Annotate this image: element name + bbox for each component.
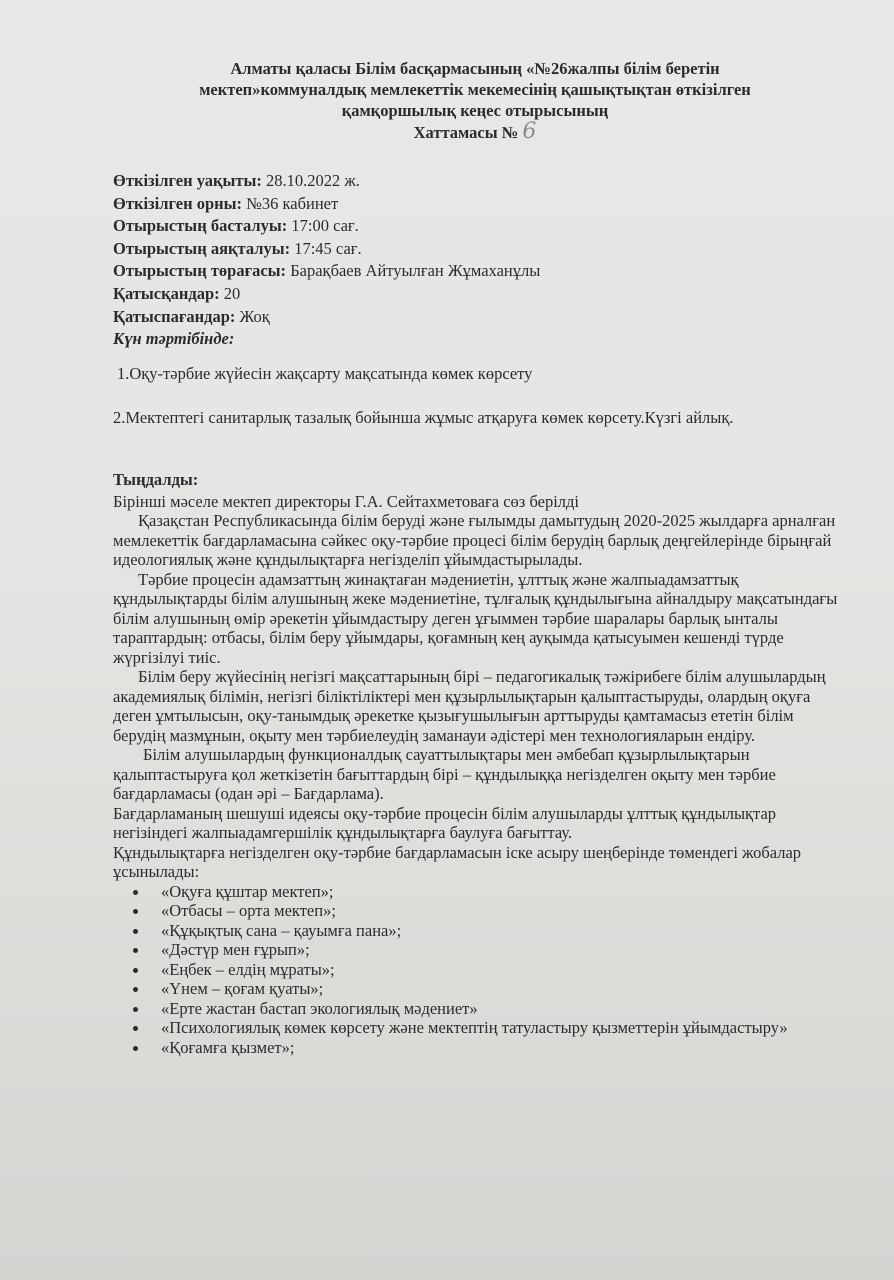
detail-present: Қатысқандар: 20 xyxy=(113,283,241,303)
paragraph-5: Бағдарламаның шешуші идеясы оқу-тәрбие процесін білім алушыларды ұлттық құндылықтар негізіндегі жалпыадамгершілік құндылықтарға баулуға бағыттау. xyxy=(113,803,777,842)
first-issue: Бірінші мәселе мектеп директоры Г.А. Сейтахметоваға сөз берілді xyxy=(113,491,579,511)
paragraph-3: Білім беру жүйесінің негізгі мақсаттарының бірі – педагогикалық тәжірибеге білім алушылардың академиялық білімін, негізгі біліктіліктері мен құзырлылықтарын қалыптастыруды, олардың оқуға деген ұмтылысын, оқу-танымдық әрекетке қызығушылығын арттыруды қамтамасыз ететін білім берудің мазмұнын, оқыту мен тәрбиелеудің заманауи әдістері мен технологияларын ендіру. xyxy=(113,667,826,745)
projects-list xyxy=(113,882,848,1058)
paragraph-2: Тәрбие процесін адамзаттың жинақтаған мәдениетін, ұлттық және жалпыадамзаттық құндылықтарды білім алушының жеке мәдениетіне, тұлғалық құндылығына айналдыру мақсатындағы білім алушының өмір әрекетін ұйымдастыру деген ұғыммен тәрбие шаралары барлық ынталы тараптардың: отбасы, білім беру ұйымдары, қоғамның кең ауқымда қатысуымен кешенді түрде жүргізілуі тиіс. xyxy=(113,569,838,667)
detail-end: Отырыстың аяқталуы: 17:45 сағ. xyxy=(113,238,362,258)
list-item: «Оқуға құштар мектеп»; xyxy=(113,882,848,902)
detail-date: Өткізілген уақыты: 28.10.2022 ж. xyxy=(113,171,360,190)
list-item: «Ерте жастан бастап экологиялық мәдениет» xyxy=(113,999,848,1019)
list-item: «Психологиялық көмек көрсету және мектептің татуластыру қызметтерін ұйымдастыру» xyxy=(113,1018,848,1038)
bullet-icon xyxy=(133,948,138,953)
bullet-icon xyxy=(133,987,138,992)
detail-start: Отырыстың басталуы: 17:00 сағ. xyxy=(113,216,359,236)
title-line-1: Алматы қаласы Білім басқармасының «№26жалпы білім беретін xyxy=(230,59,720,78)
list-item: «Қоғамға қызмет»; xyxy=(113,1038,848,1058)
agenda-item-2: 2.Мектептегі санитарлық тазалық бойынша жұмыс атқаруға көмек көрсету.Күзгі айлық. xyxy=(113,408,734,427)
bullet-icon xyxy=(133,1026,138,1031)
detail-absent: Қатыспағандар: Жоқ xyxy=(113,306,270,326)
minutes-body xyxy=(113,470,848,1057)
bullet-icon xyxy=(133,890,138,895)
list-item: «Еңбек – елдің мұраты»; xyxy=(113,960,848,980)
title-line-3: қамқоршылық кеңес отырысының xyxy=(341,101,609,120)
title-line-4 xyxy=(110,121,840,143)
paragraph-4: Білім алушылардың функционалдық сауаттылықтары мен әмбебап құзырлылықтарын қалыптастыруға қол жеткізетін бағыттардың бірі – құндылыққа негізделген оқыту мен тәрбие бағдарламасы (одан әрі – Бағдарлама). xyxy=(113,745,776,803)
bullet-icon xyxy=(133,968,138,973)
title-line-2: мектеп»коммуналдық мемлекеттік мекемесінің қашықтықтан өткізілген xyxy=(199,80,751,99)
paragraph-1: Қазақстан Республикасында білім беруді және ғылымды дамытудың 2020-2025 жылдарға арналған мемлекеттік бағдарламасына сәйкес оқу-тәрбие процесі білім берудің барлық деңгейлерінде бірыңғай идеологиялық және құндылықтарға негізделіп ұйымдастырылады. xyxy=(113,511,836,569)
paragraph-6: Құндылықтарға негізделген оқу-тәрбие бағдарламасын іске асыру шеңберінде төмендегі жобалар ұсынылады: xyxy=(113,842,802,881)
list-item: «Дәстүр мен ғұрып»; xyxy=(113,940,848,960)
list-item: «Отбасы – орта мектеп»; xyxy=(113,901,848,921)
bullet-icon xyxy=(133,1046,138,1051)
detail-place: Өткізілген орны: №36 кабинет xyxy=(113,193,339,213)
bullet-icon xyxy=(133,929,138,934)
heard-heading: Тыңдалды: xyxy=(113,470,199,489)
agenda-item-1: 1.Оқу-тәрбие жүйесін жақсарту мақсатында көмек көрсету xyxy=(117,364,533,383)
agenda-heading: Күн тәртібінде: xyxy=(113,329,235,349)
list-item: «Үнем – қоғам қуаты»; xyxy=(113,979,848,999)
protocol-number: 6 xyxy=(522,119,537,144)
document-title xyxy=(110,58,840,143)
detail-chair: Отырыстың төрағасы: Барақбаев Айтуылған Жұмаханұлы xyxy=(113,261,541,281)
meeting-details xyxy=(113,170,853,351)
list-item: «Құқықтық сана – қауымға пана»; xyxy=(113,921,848,941)
bullet-icon xyxy=(133,1007,138,1012)
bullet-icon xyxy=(133,909,138,914)
protocol-label: Хаттамасы № xyxy=(413,123,519,142)
